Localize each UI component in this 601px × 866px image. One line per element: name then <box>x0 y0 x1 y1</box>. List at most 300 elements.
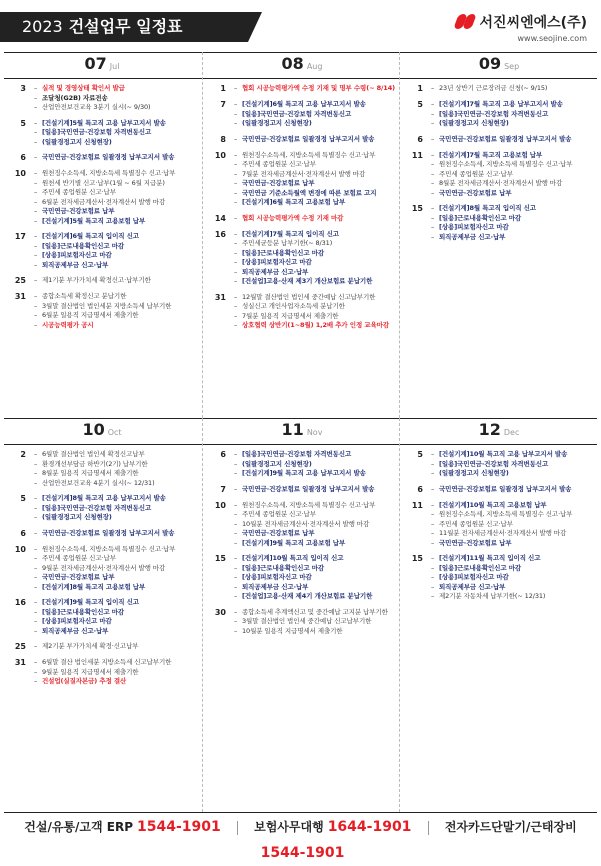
list-item <box>34 302 194 312</box>
dash-bullet: – <box>34 169 38 177</box>
dash-bullet: – <box>234 109 238 118</box>
list-item <box>234 179 394 189</box>
dash-bullet: – <box>431 150 435 159</box>
schedule-entry <box>12 276 194 286</box>
entry-items <box>34 276 194 286</box>
item-text: 23년 상반기 근로장려금 신청(~ 9/15) <box>439 84 548 92</box>
dash-bullet: – <box>234 169 238 178</box>
dash-bullet: – <box>234 484 238 493</box>
list-item <box>34 138 194 148</box>
list-item <box>234 510 394 520</box>
dash-bullet: – <box>34 554 38 562</box>
dash-bullet: – <box>34 128 38 136</box>
item-text: 산업안전보건교육 4분기 실시(~ 12/31) <box>42 478 155 487</box>
dash-bullet: – <box>34 617 38 625</box>
dash-bullet: – <box>34 494 38 502</box>
dash-bullet: – <box>431 119 435 127</box>
list-item <box>431 160 591 170</box>
entry-items <box>34 119 194 148</box>
footer-item-erp <box>24 820 220 834</box>
schedule-entry <box>212 84 394 94</box>
entry-items <box>234 230 394 287</box>
schedule-entry <box>212 151 394 208</box>
entry-items <box>34 232 194 270</box>
item-text: [일용]근로내용확인신고 마감 <box>42 241 125 250</box>
dash-bullet: – <box>34 582 38 591</box>
entry-day: 31 <box>14 292 26 301</box>
dash-bullet: – <box>431 188 435 197</box>
dash-bullet: – <box>431 213 435 222</box>
dash-bullet: – <box>234 277 238 285</box>
dash-bullet: – <box>34 598 38 606</box>
list-item <box>234 573 394 583</box>
dash-bullet: – <box>234 469 238 477</box>
entry-day: 1 <box>220 84 226 93</box>
dash-bullet: – <box>34 137 38 146</box>
dash-bullet: – <box>431 160 435 168</box>
dash-bullet: – <box>34 260 38 269</box>
schedule-entry <box>12 642 194 652</box>
list-item <box>234 450 394 460</box>
schedule-entry <box>409 204 591 242</box>
list-item <box>34 321 194 331</box>
month-number: 08 <box>281 54 304 73</box>
entry-items <box>234 501 394 549</box>
dash-bullet: – <box>34 573 38 581</box>
item-text: 종합소득세 추계액신고 및 중간예납 고지분 납부기한 <box>242 607 388 616</box>
footer-separator <box>428 821 429 835</box>
entry-items <box>431 485 591 495</box>
list-item <box>234 539 394 549</box>
item-text: [건설기계]5월 특고직 고용보험 납부 <box>42 216 146 225</box>
entry-items <box>431 84 591 94</box>
schedule-entry <box>12 153 194 163</box>
dash-bullet: – <box>431 529 435 537</box>
dash-bullet: – <box>34 84 38 92</box>
dash-bullet: – <box>234 150 238 159</box>
item-text: 9월분 전자세금계산서·전자계산서 발행 마감 <box>42 563 166 572</box>
footer-item-insurance <box>254 820 411 834</box>
entry-day: 25 <box>14 276 26 285</box>
list-item <box>234 170 394 180</box>
item-text: 퇴직공제부금 신고·납부 <box>242 267 309 276</box>
dash-bullet: – <box>234 100 238 108</box>
dash-bullet: – <box>34 103 38 111</box>
entry-items <box>431 151 591 199</box>
dash-bullet: – <box>431 109 435 118</box>
item-text: 협회 시공능력평가액 수정 기재 및 명부 수령(~ 8/14) <box>242 84 395 92</box>
month-jul <box>4 52 200 336</box>
dash-bullet: – <box>34 320 38 329</box>
item-text: 원천징수소득세, 지방소득세 특별징수 신고·납부 <box>439 510 573 518</box>
entry-items <box>34 450 194 488</box>
item-text: 협회 시공능력평가액 수정 기재 마감 <box>242 213 344 222</box>
list-item <box>34 494 194 504</box>
item-text: 국민연금·건강보험료 납부 <box>439 538 512 547</box>
title-year: 2023 <box>22 17 63 36</box>
item-text: 환경개선부담금 하반기(2기) 납부기한 <box>42 459 148 468</box>
dash-bullet: – <box>34 469 38 477</box>
dash-bullet: – <box>234 450 238 458</box>
list-item <box>34 119 194 129</box>
month-number: 09 <box>478 54 502 73</box>
item-text: 10월분 전자세금계산서·전자계산서 발행 마감 <box>242 519 370 528</box>
month-nov <box>204 418 400 642</box>
item-text: 9월분 일용직 지급명세서 제출기한 <box>42 667 139 676</box>
list-item <box>34 617 194 627</box>
list-item <box>34 198 194 208</box>
item-text: 3월말 결산법인 법인세분 지방소득세 납부기한 <box>42 301 172 310</box>
entry-items <box>34 598 194 636</box>
schedule-entry <box>12 84 194 113</box>
entry-day: 30 <box>214 607 226 617</box>
list-item <box>234 321 394 331</box>
item-text: 6월말 결산 법인세분 지방소득세 신고납부기한 <box>42 658 172 666</box>
dash-bullet: – <box>431 484 435 493</box>
entry-day: 8 <box>220 134 226 144</box>
entry-day: 31 <box>14 658 26 667</box>
schedule-entry <box>409 151 591 199</box>
list-item <box>234 198 394 208</box>
list-item <box>34 128 194 138</box>
item-text: 주민세 종업원분 신고·납부 <box>242 160 316 168</box>
item-text: 퇴직공제부금 신고·납부 <box>42 260 109 269</box>
list-item <box>234 258 394 268</box>
list-item <box>431 469 591 479</box>
item-text: [건설기계]9월 특고직 고용보험 납부 <box>242 538 346 547</box>
schedule-entry <box>12 494 194 523</box>
item-text: [건설기계]10월 특고직 고용보험 납부 <box>439 500 547 509</box>
dash-bullet: – <box>234 84 238 92</box>
title-text: 건설업무 일정표 <box>68 17 183 36</box>
item-text: [건설기계]6월 특고직 입이직 신고 <box>42 232 139 240</box>
list-item <box>34 529 194 539</box>
dash-bullet: – <box>431 573 435 581</box>
item-text: 상호협력 상반기(1~8월) 1,2배 추가 인정 교육마감 <box>242 321 390 329</box>
entry-day: 1 <box>417 84 423 93</box>
entry-day: 7 <box>220 484 226 494</box>
item-text: [일용]국민연금·건강보험 자격변동신고 <box>42 128 152 136</box>
entry-day: 5 <box>417 450 423 459</box>
item-text: [일용]근로내용확인신고 마감 <box>242 248 325 257</box>
entry-items <box>234 554 394 602</box>
item-text: 6월분 전자세금계산서·전자계산서 발행 마감 <box>42 197 166 206</box>
list-item <box>431 592 591 602</box>
schedule-entry <box>212 100 394 129</box>
dash-bullet: – <box>34 450 38 458</box>
entry-day: 16 <box>214 229 226 239</box>
month-number: 10 <box>82 420 105 439</box>
dash-bullet: – <box>234 529 238 537</box>
month-name: Sep <box>504 62 520 71</box>
entry-day: 7 <box>220 100 226 109</box>
item-text: 종합소득세 확정신고 분납기한 <box>42 292 127 300</box>
item-text: 주민세 종업원분 신고·납부 <box>42 188 116 196</box>
item-text: (일괄경정고지 신청현장) <box>439 119 509 127</box>
list-item <box>234 554 394 564</box>
list-item <box>234 469 394 479</box>
dash-bullet: – <box>34 311 38 319</box>
dash-bullet: – <box>431 179 435 187</box>
schedule-entry <box>212 501 394 549</box>
item-text: 국민연금·건강보험료 일괄경정 납부고지서 발송 <box>42 528 175 537</box>
item-text: 주민세균등분 납부기한(~ 8/31) <box>242 239 333 247</box>
dash-bullet: – <box>34 667 38 676</box>
item-text: 원천징수소득세, 지방소득세 특별징수 신고·납부 <box>439 160 573 168</box>
dash-bullet: – <box>34 276 38 284</box>
list-item <box>431 204 591 214</box>
dash-bullet: – <box>431 469 435 477</box>
list-item <box>234 268 394 278</box>
item-text: [건설업]고용·산재 제4기 개산보험료 분납기한 <box>242 592 373 600</box>
dash-bullet: – <box>234 519 238 528</box>
item-text: [일용]근로내용확인신고 마감 <box>42 607 125 616</box>
entry-day: 10 <box>14 169 26 178</box>
item-text: [건설기계]6월 특고직 고용보험 납부 <box>242 198 346 206</box>
list-item <box>234 239 394 249</box>
list-item <box>34 469 194 479</box>
entry-items <box>234 608 394 637</box>
entry-items <box>234 84 395 94</box>
schedule-entry <box>12 450 194 488</box>
entry-day: 15 <box>411 554 423 563</box>
list-item <box>431 151 591 161</box>
list-item <box>34 276 194 286</box>
entry-items <box>431 204 591 242</box>
dash-bullet: – <box>34 513 38 521</box>
entry-day: 6 <box>20 153 26 162</box>
month-header <box>4 52 200 78</box>
item-text: 11월분 전자세금계산서·전자계산서 발행 마감 <box>439 529 567 537</box>
dash-bullet: – <box>34 301 38 310</box>
dash-bullet: – <box>234 321 238 329</box>
entry-day: 11 <box>411 150 423 160</box>
list-item <box>234 460 394 470</box>
item-text: [건설기계]11월 특고직 입이직 신고 <box>439 554 541 562</box>
entry-items <box>234 135 394 145</box>
page-title <box>0 12 248 42</box>
dash-bullet: – <box>234 573 238 581</box>
item-text: [건설기계]7월 특고직 고용보험 납부 <box>439 150 543 159</box>
list-item <box>431 573 591 583</box>
item-text: 8월분 일용직 지급명세서 제출기한 <box>42 469 139 477</box>
item-text: 원천징수소득세, 지방소득세 특별징수 신고·납부 <box>242 150 376 159</box>
item-text: [건설기계]5월 특고직 고용 납부고지서 발송 <box>42 118 166 127</box>
list-item <box>431 529 591 539</box>
item-text: 퇴직공제부금 신고·납부 <box>439 232 506 241</box>
dash-bullet: – <box>34 118 38 127</box>
item-text: [상용]피보험자신고 마감 <box>242 573 312 581</box>
item-text: 제2기분 부가가치세 확정·신고납부 <box>42 642 139 650</box>
month-number: 12 <box>478 420 501 439</box>
dash-bullet: – <box>34 607 38 616</box>
dash-bullet: – <box>431 232 435 241</box>
list-item <box>234 249 394 259</box>
item-text: 퇴직공제부금 신고·납부 <box>242 582 309 591</box>
dash-bullet: – <box>234 302 238 310</box>
divider-bottom <box>4 812 597 813</box>
schedule-entry <box>212 214 394 224</box>
entry-items <box>34 529 194 539</box>
entry-day: 6 <box>417 134 423 144</box>
footer-label: 전자카드단말기/근태장비 <box>444 820 577 834</box>
dash-bullet: – <box>34 528 38 537</box>
item-text: [건설업]고용·산재 제3기 개산보험료 분납기한 <box>242 277 373 285</box>
schedule-entry <box>212 230 394 287</box>
footer-phone: 1544-1901 <box>137 819 221 835</box>
item-text: 퇴직공제부금 신고·납부 <box>439 582 506 591</box>
dash-bullet: – <box>234 500 238 509</box>
dash-bullet: – <box>34 153 38 161</box>
list-item <box>431 539 591 549</box>
list-item <box>34 242 194 252</box>
entry-day: 31 <box>214 292 226 302</box>
list-item <box>34 608 194 618</box>
schedule-entry <box>409 84 591 94</box>
item-text: 국민연금·건강보험료 일괄경정 납부고지서 발송 <box>439 134 572 143</box>
list-item <box>431 564 591 574</box>
dash-bullet: – <box>431 582 435 591</box>
item-text: [건설기계]8월 특고직 고용보험 납부 <box>42 582 146 591</box>
list-item <box>234 277 394 287</box>
list-item <box>34 251 194 261</box>
list-item <box>34 84 194 94</box>
item-text: 원천징수소득세, 지방소득세 특별징수 신고·납부 <box>242 500 376 509</box>
schedule-entry <box>12 658 194 687</box>
item-text: [일용]국민연금·건강보험 자격변동신고 <box>42 503 152 512</box>
entry-day: 15 <box>214 554 226 563</box>
item-text: [일용]국민연금·건강보험 자격변동신고 <box>242 450 352 458</box>
list-item <box>34 668 194 678</box>
dash-bullet: – <box>34 503 38 512</box>
dash-bullet: – <box>234 213 238 222</box>
company-logo <box>453 12 587 43</box>
schedule-entry <box>212 293 394 331</box>
dash-bullet: – <box>34 459 38 468</box>
entry-day: 16 <box>14 598 26 607</box>
schedule-entry <box>12 529 194 539</box>
divider-col1-top <box>202 52 203 418</box>
list-item <box>431 100 591 110</box>
brand-mark-icon <box>453 14 475 30</box>
schedule-entry <box>12 169 194 226</box>
dash-bullet: – <box>34 658 38 666</box>
item-text: [일용]근로내용확인신고 마감 <box>439 563 522 572</box>
item-text: [상용]피보험자신고 마감 <box>439 223 509 231</box>
item-text: 제2기분 자동차세 납부기한(~ 12/31) <box>439 592 546 600</box>
item-text: [일용]국민연금·건강보험 자격변동신고 <box>439 109 549 118</box>
entry-day: 5 <box>20 118 26 128</box>
dash-bullet: – <box>431 510 435 518</box>
item-text: 국민연금·건강보험료 일괄경정 납부고지서 발송 <box>242 484 375 493</box>
list-item <box>234 84 395 94</box>
footer-label: 건설/유통/고객 ERP <box>24 820 133 834</box>
month-name: Aug <box>306 62 323 71</box>
item-text: 산업안전보건교육 3분기 실시(~ 9/30) <box>42 103 151 111</box>
list-item <box>431 460 591 470</box>
dash-bullet: – <box>234 311 238 320</box>
month-number: 11 <box>281 420 304 439</box>
dash-bullet: – <box>234 179 238 187</box>
list-item <box>34 188 194 198</box>
item-text: [건설기계]10월 특고직 고용 납부고지서 발송 <box>439 450 568 458</box>
month-entries <box>401 444 597 602</box>
list-item <box>234 520 394 530</box>
dash-bullet: – <box>431 204 435 212</box>
schedule-entry <box>409 100 591 129</box>
list-item <box>234 119 394 129</box>
entry-items <box>34 658 194 687</box>
item-text: [일용]근로내용확인신고 마감 <box>242 563 325 572</box>
dash-bullet: – <box>431 554 435 562</box>
list-item <box>234 160 394 170</box>
entry-day: 11 <box>411 500 423 510</box>
list-item <box>34 573 194 583</box>
item-text: [건설기계]7월 특고직 고용 납부고지서 발송 <box>439 100 563 108</box>
entry-day: 14 <box>214 213 226 223</box>
contact-footer <box>0 814 601 861</box>
list-item <box>431 119 591 129</box>
entry-items <box>431 100 591 129</box>
list-item <box>431 223 591 233</box>
item-text: 3월말 결산법인 법인세 중간예납 신고납부기한 <box>242 617 372 625</box>
month-entries <box>204 444 400 636</box>
dash-bullet: – <box>34 544 38 553</box>
list-item <box>34 261 194 271</box>
item-text: 실적 및 경영상태 확인서 발급 <box>42 84 125 92</box>
dash-bullet: – <box>234 248 238 257</box>
dash-bullet: – <box>34 197 38 206</box>
month-entries <box>204 78 400 331</box>
dash-bullet: – <box>34 563 38 572</box>
entry-items <box>234 293 394 331</box>
item-text: 주민세 종업원분 신고·납부 <box>439 169 513 178</box>
list-item <box>34 504 194 514</box>
entry-items <box>34 169 194 226</box>
list-item <box>34 554 194 564</box>
dash-bullet: – <box>34 93 38 102</box>
list-item <box>234 312 394 322</box>
list-item <box>234 189 394 199</box>
dash-bullet: – <box>234 592 238 600</box>
item-text: 6월말 결산법인 법인세 확정신고납부 <box>42 450 145 458</box>
dash-bullet: – <box>234 563 238 572</box>
schedule-entry <box>212 554 394 602</box>
dash-bullet: – <box>234 617 238 625</box>
item-text: 10월분 일용직 지급명세서 제출기한 <box>242 626 343 635</box>
company-url: www.seojine.com <box>517 34 587 43</box>
entry-items <box>34 292 194 330</box>
schedule-entry <box>409 501 591 549</box>
list-item <box>234 583 394 593</box>
month-aug <box>204 52 400 337</box>
item-text: 국민연금 기준소득월액 변경에 따른 보험료 고지 <box>242 188 377 197</box>
item-text: (일괄경정고지 신청현장) <box>439 469 509 477</box>
list-item <box>234 293 394 303</box>
entry-items <box>34 494 194 523</box>
item-text: 8월분 전자세금계산서·전자계산서 발행 마감 <box>439 179 563 187</box>
list-item <box>234 529 394 539</box>
dash-bullet: – <box>431 134 435 143</box>
list-item <box>431 84 591 94</box>
entry-day: 6 <box>220 450 226 459</box>
item-text: 국민연금·건강보험료 일괄경정 납부고지서 발송 <box>242 134 375 143</box>
item-text: 7월분 전자세금계산서·전자계산서 발행 마감 <box>242 169 366 178</box>
month-entries <box>401 78 597 242</box>
month-name: Jul <box>109 62 120 71</box>
list-item <box>34 677 194 687</box>
list-item <box>34 658 194 668</box>
